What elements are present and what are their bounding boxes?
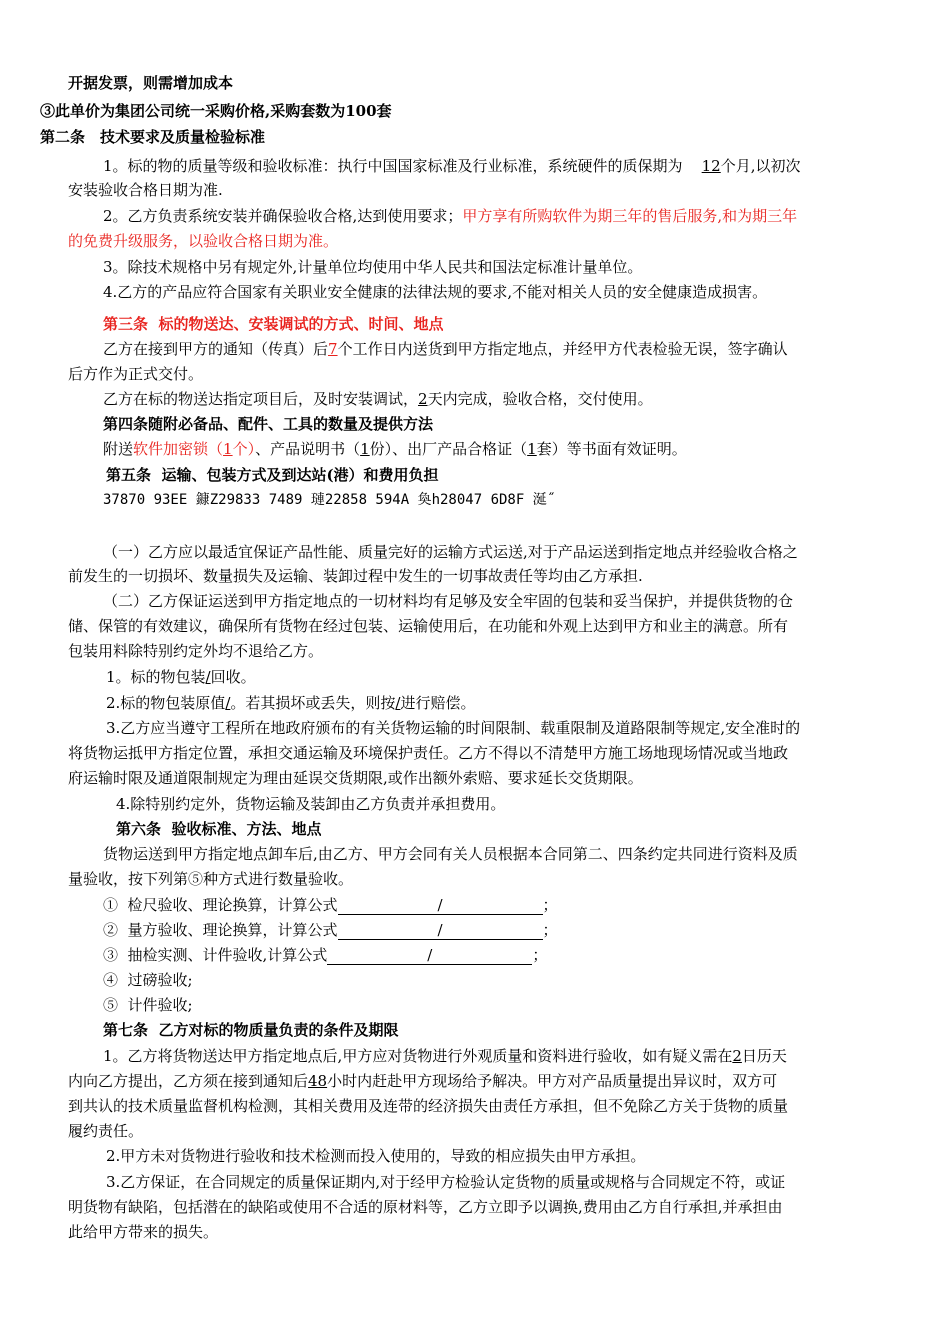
article-3-heading: 第三条 标的物送达、安装调试的方式、时间、地点 bbox=[103, 315, 444, 333]
article-5-item-1: 1。标的物包装/回收。 bbox=[106, 668, 256, 686]
article-7-clause-1: 1。乙方将货物送达甲方指定地点后,甲方应对货物进行外观质量和资料进行验收，如有疑义需在2日历天 bbox=[103, 1047, 787, 1065]
warranty-months: 12 bbox=[701, 157, 721, 175]
article-2-clause-1-cont: 安装验收合格日期为准. bbox=[68, 181, 223, 199]
article-4-clause-1: 附送软件加密锁（1个）、产品说明书（1份）、出厂产品合格证（1套）等书面有效证明。 bbox=[103, 440, 687, 458]
article-2-clause-2: 2。乙方负责系统安装并确保验收合格,达到使用要求；甲方享有所购软件为期三年的售后服务,和为期三年 bbox=[103, 207, 798, 225]
article-2-clause-3: 3。除技术规格中另有规定外,计量单位均使用中华人民共和国法定标准计量单位。 bbox=[103, 258, 643, 276]
formula-blank-2: / bbox=[338, 921, 543, 940]
invoice-note: 开据发票，则需增加成本 bbox=[68, 74, 234, 92]
article-5-clause-2-cont2: 包装用料除特别约定外均不退给乙方。 bbox=[68, 642, 324, 660]
article-7-clause-1-cont2: 到共认的技术质量监督机构检测，其相关费用及连带的经济损失由责任方承担，但不免除乙方关于货物的质量 bbox=[68, 1097, 789, 1115]
article-5-clause-2-cont: 储、保管的有效建议，确保所有货物在经过包装、运输使用后，在功能和外观上达到甲方和业主的满意。所有 bbox=[68, 617, 789, 635]
garbled-code-line: 37870 93EE 鏮Z29833 7489 璉22858 594A 奐h28047 6D8F 涎˝ bbox=[103, 492, 556, 508]
article-6-clause-1: 货物运送到甲方指定地点卸车后,由乙方、甲方会同有关人员根据本合同第二、四条约定共同进行资料及质 bbox=[103, 845, 798, 863]
article-2-clause-4: 4.乙方的产品应符合国家有关职业安全健康的法律法规的要求,不能对相关人员的安全健康造成损害。 bbox=[103, 283, 768, 301]
article-5-item-2: 2.标的物包装原值/。若其损坏或丢失，则按/进行赔偿。 bbox=[106, 694, 476, 712]
dongle-qty: 1 bbox=[223, 440, 233, 458]
article-7-clause-2: 2.甲方未对货物进行验收和技术检测而投入使用的，导致的相应损失由甲方承担。 bbox=[106, 1147, 646, 1165]
article-5-heading: 第五条 运输、包装方式及到达站(港）和费用负担 bbox=[106, 466, 439, 484]
article-3-clause-1: 乙方在接到甲方的通知（传真）后7个工作日内送货到甲方指定地点，并经甲方代表检验无误，签字确认 bbox=[103, 340, 788, 358]
measure-method-4: ④ 过磅验收; bbox=[103, 971, 193, 989]
measure-method-5: ⑤ 计件验收; bbox=[103, 996, 193, 1014]
article-7-clause-3-cont2: 此给甲方带来的损失。 bbox=[68, 1223, 219, 1241]
delivery-days: 7 bbox=[328, 340, 338, 358]
formula-blank-1: / bbox=[338, 896, 543, 915]
article-7-clause-3: 3.乙方保证，在合同规定的质量保证期内,对于经甲方检验认定货物的质量或规格与合同规定不符，或证 bbox=[106, 1173, 786, 1191]
manual-qty: 1 bbox=[360, 440, 370, 458]
article-7-heading: 第七条 乙方对标的物质量负责的条件及期限 bbox=[103, 1021, 399, 1039]
objection-days: 2 bbox=[732, 1047, 742, 1065]
article-5-clause-2: （二）乙方保证运送到甲方指定地点的一切材料均有足够及安全牢固的包装和妥当保护，并提供货物的仓 bbox=[103, 592, 794, 610]
article-5-item-3-cont2: 府运输时限及通道限制规定为理由延误交货期限,或作出额外索赔、要求延长交货期限。 bbox=[68, 769, 643, 787]
article-2-clause-1: 1。标的物的质量等级和验收标准：执行中国国家标准及行业标准，系统硬件的质保期为 12个月,以初次 bbox=[103, 157, 801, 175]
article-5-item-3: 3.乙方应当遵守工程所在地政府颁布的有关货物运输的时间限制、载重限制及道路限制等规定,安全准时的 bbox=[106, 719, 801, 737]
article-6-clause-1-cont: 量验收，按下列第⑤种方式进行数量验收。 bbox=[68, 870, 354, 888]
article-7-clause-1-cont3: 履约责任。 bbox=[68, 1122, 144, 1140]
article-7-clause-3-cont: 明货物有缺陷，包括潜在的缺陷或使用不合适的原材料等，乙方立即予以调换,费用由乙方自行承担,并承担由 bbox=[68, 1198, 783, 1216]
install-days: 2 bbox=[418, 390, 428, 408]
article-2-heading: 第二条 技术要求及质量检验标准 bbox=[40, 128, 266, 146]
certificate-qty: 1 bbox=[527, 440, 537, 458]
article-5-clause-1: （一）乙方应以最适宜保证产品性能、质量完好的运输方式运送,对于产品运送到指定地点并经验收合格之 bbox=[103, 543, 798, 561]
article-3-clause-1-cont: 后方作为正式交付。 bbox=[68, 365, 204, 383]
article-4-heading: 第四条随附必备品、配件、工具的数量及提供方法 bbox=[103, 415, 434, 433]
unit-price-note: ③此单价为集团公司统一采购价格,采购套数为100套 bbox=[40, 102, 392, 120]
article-5-item-3-cont: 将货物运抵甲方指定位置，承担交通运输及环境保护责任。乙方不得以不清楚甲方施工场地现场情况或当地政 bbox=[68, 744, 789, 762]
response-hours: 48 bbox=[308, 1072, 328, 1090]
article-7-clause-1-cont: 内向乙方提出，乙方须在接到通知后48小时内赶赴甲方现场给予解决。甲方对产品质量提出异议时，双方可 bbox=[68, 1072, 778, 1090]
article-3-clause-2: 乙方在标的物送达指定项目后，及时安装调试，2天内完成，验收合格，交付使用。 bbox=[103, 390, 653, 408]
formula-blank-3: / bbox=[327, 946, 532, 965]
article-5-item-4: 4.除特别约定外，货物运输及装卸由乙方负责并承担费用。 bbox=[116, 795, 506, 813]
measure-method-3: ③ 抽检实测、计件验收,计算公式 / ； bbox=[103, 946, 548, 964]
article-2-clause-2-cont: 的免费升级服务，以验收合格日期为准。 bbox=[68, 232, 339, 250]
article-6-heading: 第六条 验收标准、方法、地点 bbox=[116, 820, 322, 838]
article-5-clause-1-cont: 前发生的一切损坏、数量损失及运输、装卸过程中发生的一切事故责任等均由乙方承担. bbox=[68, 567, 643, 585]
measure-method-2: ② 量方验收、理论换算，计算公式 / ； bbox=[103, 921, 558, 939]
measure-method-1: ① 检尺验收、理论换算，计算公式 / ； bbox=[103, 896, 558, 914]
